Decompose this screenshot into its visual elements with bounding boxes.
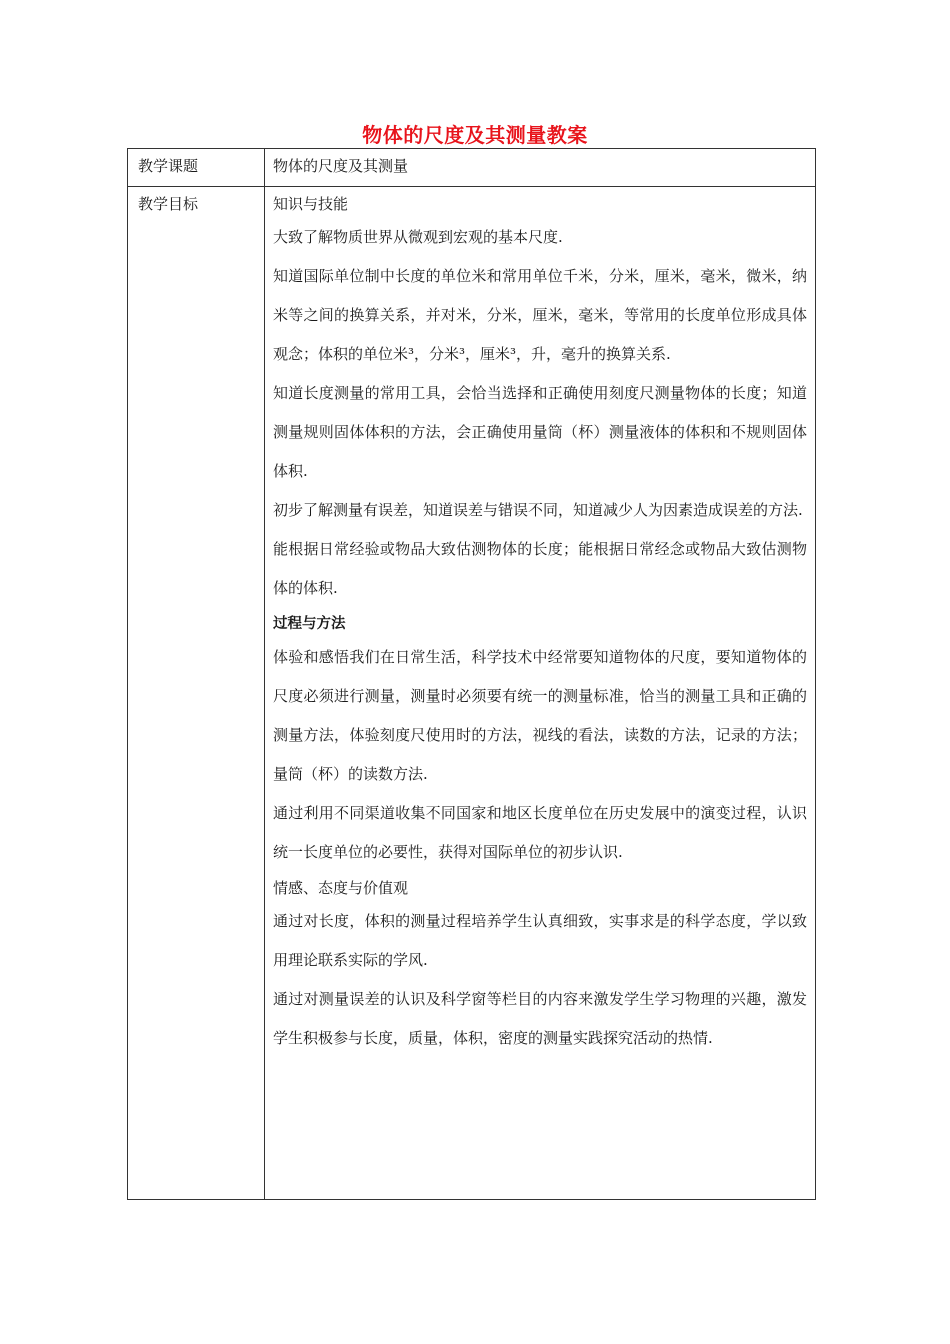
goals-content — [265, 187, 816, 1200]
goal-paragraph: 能根据日常经验或物品大致估测物体的长度；能根据日常经念或物品大致估测物体的体积. — [273, 540, 807, 597]
document-title: 物体的尺度及其测量教案 — [362, 123, 588, 147]
topic-row — [128, 149, 816, 187]
goal-heading: 情感、态度与价值观 — [273, 879, 409, 897]
goal-section-knowledge — [273, 192, 807, 608]
goal-paragraph: 通过对长度，体积的测量过程培养学生认真细致，实事求是的科学态度，学以致用理论联系实际的学风. — [273, 912, 807, 969]
goal-section-attitude — [273, 876, 807, 1058]
lesson-plan-table — [127, 148, 816, 1200]
goal-heading: 知识与技能 — [273, 195, 349, 213]
goal-paragraph: 知道国际单位制中长度的单位米和常用单位千米，分米，厘米，毫米，微米，纳米等之间的换算关系，并对米，分米，厘米，毫米，等常用的长度单位形成具体观念；体积的单位米³，分米³，厘米³，升，毫升的换算关系. — [273, 267, 807, 363]
goals-label: 教学目标 — [128, 187, 265, 1200]
goals-row — [128, 187, 816, 1200]
goal-paragraph: 通过利用不同渠道收集不同国家和地区长度单位在历史发展中的演变过程，认识统一长度单位的必要性，获得对国际单位的初步认识. — [273, 804, 807, 861]
topic-value: 物体的尺度及其测量 — [273, 157, 409, 175]
goal-paragraph: 通过对测量误差的认识及科学窗等栏目的内容来激发学生学习物理的兴趣，激发学生积极参与长度，质量，体积，密度的测量实践探究活动的热情. — [273, 990, 807, 1047]
topic-value-cell — [265, 149, 816, 187]
goal-paragraph: 初步了解测量有误差，知道误差与错误不同，知道减少人为因素造成误差的方法. — [273, 501, 803, 519]
goal-paragraph: 体验和感悟我们在日常生活，科学技术中经常要知道物体的尺度，要知道物体的尺度必须进行测量，测量时必须要有统一的测量标准，恰当的测量工具和正确的测量方法，体验刻度尺使用时的方法，视线的看法，读数的方法，记录的方法；量筒（杯）的读数方法. — [273, 648, 807, 783]
goal-section-process — [273, 612, 807, 872]
goal-paragraph: 大致了解物质世界从微观到宏观的基本尺度. — [273, 228, 563, 246]
goal-heading: 过程与方法 — [273, 616, 346, 632]
goal-paragraph: 知道长度测量的常用工具，会恰当选择和正确使用刻度尺测量物体的长度；知道测量规则固体体积的方法，会正确使用量筒（杯）测量液体的体积和不规则固体体积. — [273, 384, 807, 480]
topic-label: 教学课题 — [128, 149, 265, 187]
